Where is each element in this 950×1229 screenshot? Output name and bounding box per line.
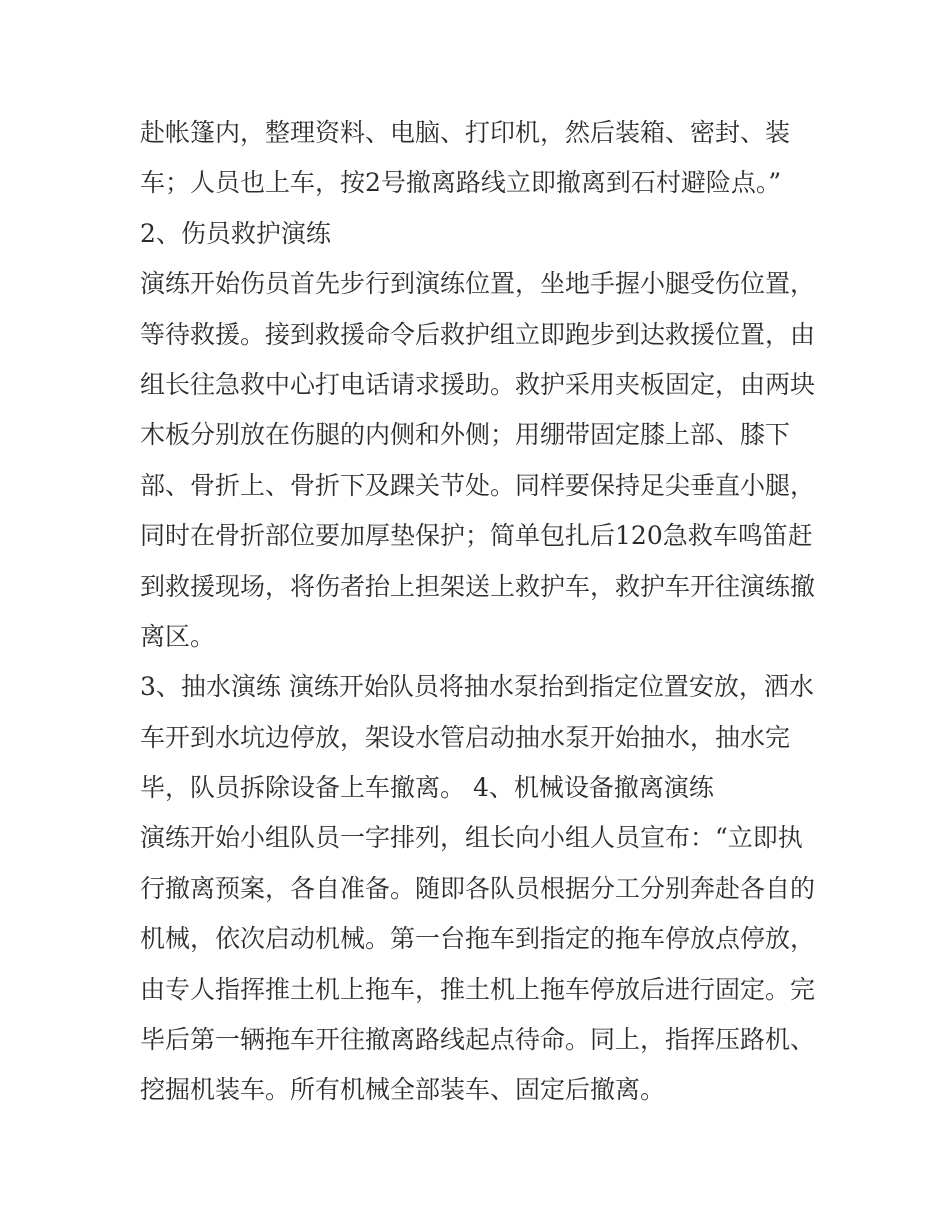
text-line-15: 演练开始小组队员一字排列，组长向小组人员宣布：“立即执 [140, 823, 803, 853]
text-line-13: 车开到水坑边停放，架设水管启动抽水泵开始抽水，抽水完 [140, 722, 791, 752]
text-line-19: 毕后第一辆拖车开往撤离路线起点待命。同上，指挥压路机、 [140, 1025, 816, 1055]
body-text [140, 108, 820, 1116]
text-line-2: 车；人员也上车，按2号撤离路线立即撤离到石村避险点。” [140, 168, 782, 198]
text-line-7: 木板分别放在伤腿的内侧和外侧；用绷带固定膝上部、膝下 [140, 420, 791, 450]
text-line-10: 到救援现场，将伤者抬上担架送上救护车，救护车开往演练撤 [140, 571, 816, 601]
section-heading-3-line: 3、抽水演练 演练开始队员将抽水泵抬到指定位置安放，洒水 [140, 672, 814, 702]
text-line-4: 演练开始伤员首先步行到演练位置，坐地手握小腿受伤位置， [140, 269, 816, 299]
text-line-5: 等待救援。接到救援命令后救护组立即跑步到达救援位置，由 [140, 319, 816, 349]
text-line-8: 部、骨折上、骨折下及踝关节处。同样要保持足尖垂直小腿， [140, 470, 816, 500]
text-line-1: 赴帐篷内，整理资料、电脑、打印机，然后装箱、密封、装 [140, 118, 791, 147]
text-line-11: 离区。 [140, 621, 216, 651]
text-line-20: 挖掘机装车。所有机械全部装车、固定后撤离。 [140, 1075, 666, 1105]
text-line-16: 行撤离预案，各自准备。随即各队员根据分工分别奔赴各自的 [140, 873, 816, 903]
text-line-9: 同时在骨折部位要加厚垫保护；简单包扎后120急救车鸣笛赶 [140, 521, 813, 551]
text-line-17: 机械，依次启动机械。第一台拖车到指定的拖车停放点停放， [140, 924, 816, 954]
text-line-18: 由专人指挥推土机上拖车，推土机上拖车停放后进行固定。完 [140, 974, 816, 1004]
text-line-14: 毕，队员拆除设备上车撤离。 4、机械设备撤离演练 [140, 773, 714, 803]
section-heading-2: 2、伤员救护演练 [140, 218, 331, 248]
text-line-6: 组长往急救中心打电话请求援助。救护采用夹板固定，由两块 [140, 369, 816, 399]
